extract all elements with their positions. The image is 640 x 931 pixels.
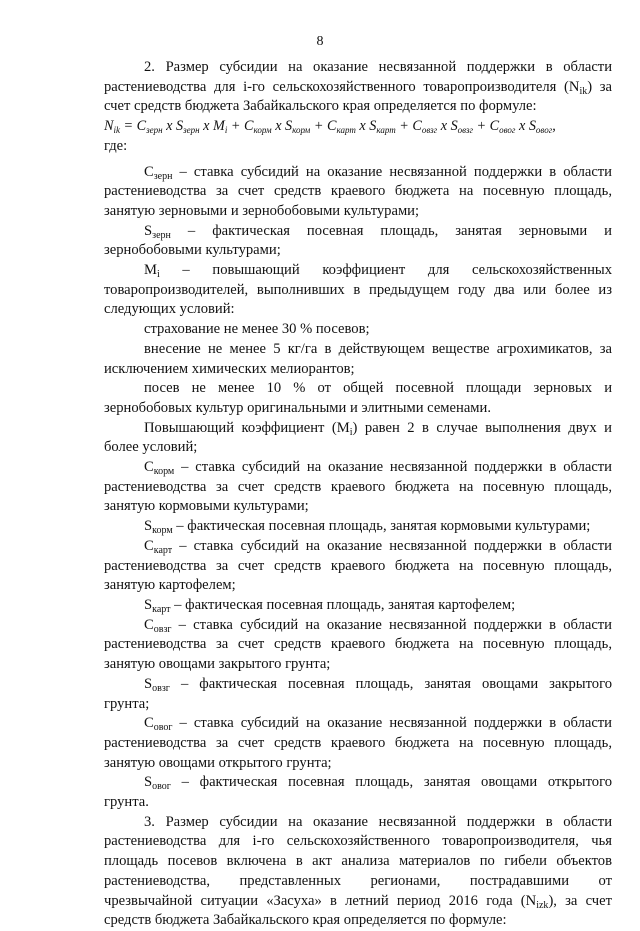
condition-1: страхование не менее 30 % посевов; [144, 321, 370, 338]
condition-2-line-2: исключением химических мелиорантов; [104, 360, 355, 377]
def-s-korm-line-1: $S_{корм}$ – фактическая посевная площадь, занятая кормовыми культурами; [144, 518, 591, 537]
document-body [104, 58, 612, 931]
def-s-ovog-line-2: грунта. [104, 794, 149, 811]
def-c-zern-line-3: занятую зерновыми и зернобобовыми культурами; [104, 202, 420, 219]
condition-3-line-1: посев не менее 10 % от общей посевной площади зерновых и [144, 380, 612, 397]
section-3-line-4: растениеводства, представленных регионами, пострадавшими от [104, 872, 612, 889]
def-c-ovog-line-2: растениеводства за счет средств краевого бюджета на посевную площадь, [104, 734, 612, 751]
def-c-zern-line-1: $С_{зерн}$ – ставка субсидий на оказание несвязанной поддержки в области [144, 163, 612, 182]
def-m-i-line-1: $M_i$ – повышающий коэффициент для сельскохозяйственных [144, 262, 612, 281]
coefficient-line-1: Повышающий коэффициент $(M_i)$ равен 2 в случае выполнения двух и [144, 419, 612, 438]
def-c-korm-line-3: занятую кормовыми культурами; [104, 498, 309, 515]
def-s-kart-line-1: $S_{карт}$ – фактическая посевная площадь, занятая картофелем; [144, 596, 516, 615]
def-m-i-line-2: товаропроизводителей, выполнивших в предыдущем году два или более из [104, 281, 612, 298]
condition-3-line-2: зернобобовых культур оригинальными и элитными семенами. [104, 399, 492, 416]
section-3-line-1: 3. Размер субсидии на оказание несвязанной поддержки в области [144, 813, 612, 830]
def-c-kart-line-2: растениеводства за счет средств краевого бюджета на посевную площадь, [104, 557, 612, 574]
def-c-kart-line-1: $С_{карт}$ – ставка субсидий на оказание несвязанной поддержки в области [144, 537, 612, 556]
section-2-line-3: счет средств бюджета Забайкальского края определяется по формуле: [104, 98, 537, 115]
formula-where: где: [104, 137, 128, 154]
condition-2-line-1: внесение не менее 5 кг/га в действующем веществе агрохимикатов, за [144, 340, 612, 357]
def-c-ovzg-line-2: растениеводства за счет средств краевого бюджета на посевную площадь, [104, 636, 612, 653]
def-c-zern-line-2: растениеводства за счет средств краевого бюджета на посевную площадь, [104, 183, 612, 200]
def-c-kart-line-3: занятую картофелем; [104, 577, 236, 594]
def-s-ovzg-line-2: грунта; [104, 695, 150, 712]
def-c-korm-line-2: растениеводства за счет средств краевого бюджета на посевную площадь, [104, 478, 612, 495]
section-3-line-3: площадь посевов включена в акт анализа материалов по гибели объектов [104, 853, 612, 870]
def-s-zern-line-1: $S_{зерн}$ – фактическая посевная площадь, занятая зерновыми и [144, 222, 612, 241]
section-3-line-2: растениеводства для i-го сельскохозяйственного товаропроизводителя, чья [104, 833, 612, 850]
def-s-zern-line-2: зернобобовыми культурами; [104, 242, 281, 259]
section-3-line-5: чрезвычайной ситуации «Засуха» в летний период 2016 года $(N_{izk})$, за счет [104, 892, 613, 911]
formula-n-ik: $N_{ik} = С_{зерн}$ x $S_{зерн}$ x $M_i + С_{корм}$ x $S_{корм} + С_{карт}$ x $S_{карт} + С_{овзг}$ x $S_{овзг} + С_{овог}$ x $S_{овог}$, [104, 118, 556, 136]
def-m-i-line-3: следующих условий: [104, 301, 235, 318]
section-3-line-6: средств бюджета Забайкальского края определяется по формуле: [104, 912, 507, 929]
def-c-korm-line-1: $С_{корм}$ – ставка субсидий на оказание несвязанной поддержки в области [144, 459, 612, 478]
section-2-line-1: 2. Размер субсидии на оказание несвязанной поддержки в области [144, 59, 612, 75]
def-c-ovog-line-3: занятую овощами открытого грунта; [104, 754, 332, 771]
def-s-ovzg-line-1: $S_{овзг}$ – фактическая посевная площадь, занятая овощами закрытого [144, 675, 612, 694]
def-c-ovzg-line-1: $С_{овзг}$ – ставка субсидий на оказание несвязанной поддержки в области [144, 616, 612, 635]
def-s-ovog-line-1: $S_{овог}$ – фактическая посевная площадь, занятая овощами открытого [144, 774, 612, 793]
page-number: 8 [316, 34, 324, 49]
def-c-ovog-line-1: $С_{овог}$ – ставка субсидий на оказание несвязанной поддержки в области [144, 715, 612, 734]
coefficient-line-2: более условий; [104, 439, 198, 456]
section-2-line-2: растениеводства для i-го сельскохозяйственного товаропроизводителя $(N_{ik})$ за [104, 78, 612, 97]
def-c-ovzg-line-3: занятую овощами закрытого грунта; [104, 656, 331, 673]
